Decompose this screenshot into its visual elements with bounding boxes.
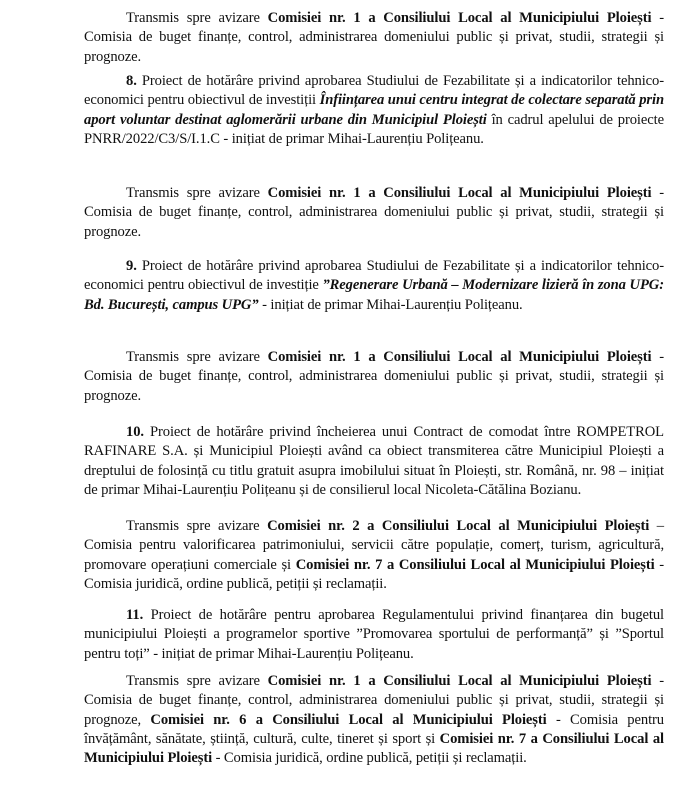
committee-name: Comisiei nr. 7 a Consiliului Local al Municipiului Ploiești bbox=[84, 730, 664, 767]
investment-title: Înființarea unui centru integrat de colectare separată prin aport voluntar destinat aglomerării urbane din Municipiul Ploiești bbox=[84, 92, 664, 128]
transmit-prefix: Transmis spre avizare bbox=[126, 673, 268, 689]
item-number: 9. bbox=[126, 258, 137, 274]
committee-name: Comisiei nr. 1 a Consiliului Local al Municipiului Ploiești bbox=[267, 673, 652, 689]
item-text: Proiect de hotărâre privind încheierea unui Contract de comodat între ROMPETROL RAFINARE S.A. și Municipiul Ploiești având ca obiect transmiterea către Municipiul Ploiești a dreptului de folosință cu titlu gratuit asupra imobilului situat în Ploiești, str. Română, nr. 98 – inițiat de primar Mihai-Laurențiu Polițeanu și de consilierul local Nicoleta-Cătălina Bozianu. bbox=[84, 424, 664, 498]
transmit-paragraph-8 bbox=[84, 184, 664, 242]
transmit-paragraph-11 bbox=[84, 672, 664, 768]
committee-name: Comisiei nr. 1 a Consiliului Local al Municipiului Ploiești bbox=[267, 10, 652, 26]
agenda-item-9 bbox=[84, 257, 664, 315]
committee-name: Comisiei nr. 6 a Consiliului Local al Municipiului Ploiești bbox=[150, 711, 547, 728]
committee-description: - Comisia de buget finanțe, control, administrarea domeniului public și privat, studii, strategii și prognoze. bbox=[84, 185, 664, 240]
item-text: Proiect de hotărâre privind aprobarea Studiului de Fezabilitate și a indicatorilor tehnico-economici pentru obiectivul de investiție bbox=[84, 258, 664, 294]
item-text-after: - inițiat de primar Mihai-Laurențiu Polițeanu. bbox=[258, 296, 523, 313]
item-number: 11. bbox=[126, 607, 144, 623]
transmit-paragraph-1 bbox=[84, 9, 664, 67]
transmit-prefix: Transmis spre avizare bbox=[126, 349, 268, 365]
committee-description: - Comisia de buget finanțe, control, administrarea domeniului public și privat, studii, strategii și prognoze. bbox=[84, 10, 664, 65]
agenda-item-8 bbox=[84, 72, 664, 149]
transmit-prefix: Transmis spre avizare bbox=[126, 10, 268, 26]
committee-name: Comisiei nr. 1 a Consiliului Local al Municipiului Ploiești bbox=[267, 349, 652, 365]
committee-description: - Comisia de buget finanțe, control, administrarea domeniului public și privat, studii, strategii și prognoze. bbox=[84, 349, 664, 404]
committee-description: - Comisia juridică, ordine publică, petiții și reclamații. bbox=[212, 750, 527, 767]
committee-description: - Comisia juridică, ordine publică, petiții și reclamații. bbox=[84, 556, 665, 592]
committee-description: – Comisia pentru valorificarea patrimoniului, servicii către populație, comerț, turism, agricultură, promovare operațiuni comerciale și bbox=[84, 518, 664, 573]
agenda-item-11 bbox=[84, 606, 664, 664]
transmit-paragraph-9 bbox=[84, 348, 664, 406]
transmit-paragraph-10 bbox=[84, 517, 664, 594]
transmit-prefix: Transmis spre avizare bbox=[126, 518, 268, 534]
item-number: 10. bbox=[126, 424, 144, 440]
committee-description: - Comisia pentru învățământ, sănătate, știință, cultură, culte, tineret și sport și bbox=[84, 711, 664, 747]
committee-description: - Comisia de buget finanțe, control, administrarea domeniului public și privat, studii, strategii și prognoze, bbox=[84, 673, 664, 728]
investment-title: ”Regenerare Urbană – Modernizare lizieră în zona UPG: Bd. București, campus UPG” bbox=[84, 277, 664, 313]
committee-name: Comisiei nr. 7 a Consiliului Local al Municipiului Ploiești bbox=[295, 556, 655, 573]
transmit-prefix: Transmis spre avizare bbox=[126, 185, 268, 201]
item-text: Proiect de hotărâre pentru aprobarea Regulamentului privind finanțarea din bugetul municipiului Ploiești a programelor sportive ”Promovarea sportului de performanță” și ”Sportul pentru toți” - inițiat de primar Mihai-Laurențiu Polițeanu. bbox=[84, 607, 664, 662]
item-number: 8. bbox=[126, 73, 137, 89]
item-text-after: în cadrul apelului de proiecte PNRR/2022/C3/S/I.1.C - inițiat de primar Mihai-Laurențiu Polițeanu. bbox=[84, 111, 664, 147]
item-text: Proiect de hotărâre privind aprobarea Studiului de Fezabilitate și a indicatorilor tehnico-economici pentru obiectivul de investiții bbox=[84, 73, 664, 109]
committee-name: Comisiei nr. 2 a Consiliului Local al Municipiului Ploiești bbox=[267, 518, 650, 534]
committee-name: Comisiei nr. 1 a Consiliului Local al Municipiului Ploiești bbox=[267, 185, 652, 201]
agenda-item-10 bbox=[84, 423, 664, 500]
